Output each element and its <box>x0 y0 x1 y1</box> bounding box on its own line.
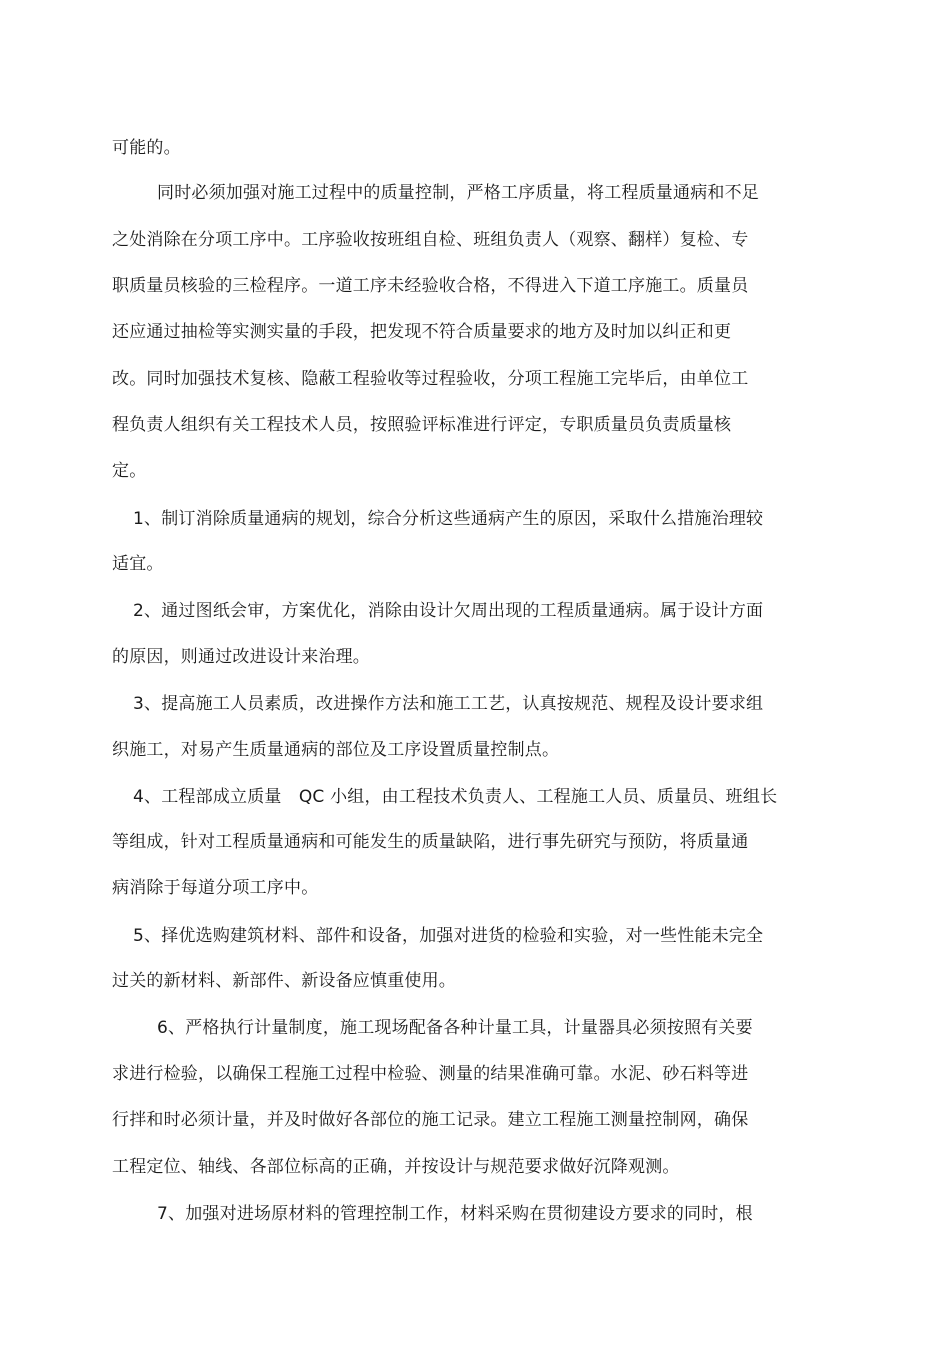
text-line: 同时必须加强对施工过程中的质量控制，严格工序质量，将工程质量通病和不足 <box>157 183 759 203</box>
list-item: 4、工程部成立质量 QC 小组，由工程技术负责人、工程施工人员、质量员、班组长 <box>133 787 778 807</box>
text-line: 适宜。 <box>112 554 164 574</box>
list-item: 1、制订消除质量通病的规划，综合分析这些通病产生的原因，采取什么措施治理较 <box>133 509 764 529</box>
text-line: 定。 <box>112 461 147 481</box>
text-line: 职质量员核验的三检程序。一道工序未经验收合格，不得进入下道工序施工。质量员 <box>112 276 749 296</box>
text-line: 过关的新材料、新部件、新设备应慎重使用。 <box>112 971 456 991</box>
text-line: 工程定位、轴线、各部位标高的正确，并按设计与规范要求做好沉降观测。 <box>112 1157 680 1177</box>
text-line: 可能的。 <box>112 138 181 158</box>
text-line: 织施工，对易产生质量通病的部位及工序设置质量控制点。 <box>112 740 560 760</box>
text-line: 的原因，则通过改进设计来治理。 <box>112 647 370 667</box>
text-line: 病消除于每道分项工序中。 <box>112 878 319 898</box>
text-line: 求进行检验，以确保工程施工过程中检验、测量的结果准确可靠。水泥、砂石料等进 <box>112 1064 749 1084</box>
list-item: 2、通过图纸会审，方案优化，消除由设计欠周出现的工程质量通病。属于设计方面 <box>133 601 764 621</box>
list-item: 3、提高施工人员素质，改进操作方法和施工工艺，认真按规范、规程及设计要求组 <box>133 694 764 714</box>
text-line: 还应通过抽检等实测实量的手段，把发现不符合质量要求的地方及时加以纠正和更 <box>112 322 732 342</box>
text-line: 程负责人组织有关工程技术人员，按照验评标准进行评定，专职质量员负责质量核 <box>112 415 732 435</box>
text-line: 之处消除在分项工序中。工序验收按班组自检、班组负责人（观察、翻样）复检、专 <box>112 230 749 250</box>
list-item: 5、择优选购建筑材料、部件和设备，加强对进货的检验和实验，对一些性能未完全 <box>133 926 764 946</box>
text-line: 行拌和时必须计量，并及时做好各部位的施工记录。建立工程施工测量控制网，确保 <box>112 1110 749 1130</box>
text-line: 等组成，针对工程质量通病和可能发生的质量缺陷，进行事先研究与预防，将质量通 <box>112 832 749 852</box>
list-item: 7、加强对进场原材料的管理控制工作，材料采购在贯彻建设方要求的同时，根 <box>157 1204 753 1224</box>
list-item: 6、严格执行计量制度，施工现场配备各种计量工具，计量器具必须按照有关要 <box>157 1018 753 1038</box>
text-line: 改。同时加强技术复核、隐蔽工程验收等过程验收，分项工程施工完毕后，由单位工 <box>112 369 749 389</box>
